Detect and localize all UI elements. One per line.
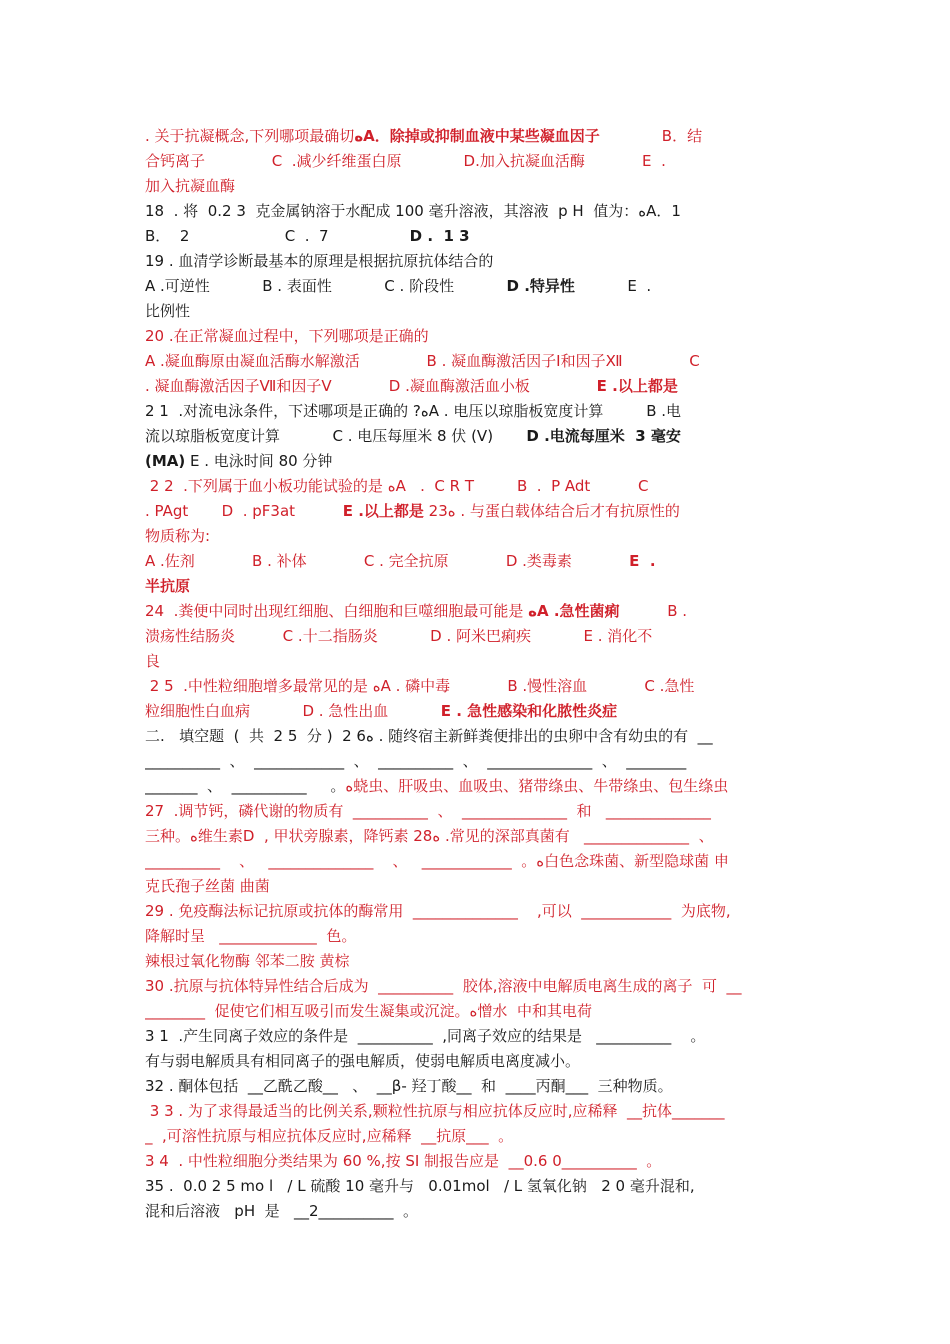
text-line [145, 199, 809, 224]
text-segment: E . 电泳时间 80 分钟 [185, 452, 333, 470]
text-line [145, 499, 809, 524]
text-line [145, 974, 809, 999]
text-line [145, 324, 809, 349]
text-line [145, 224, 809, 249]
text-segment: E . [574, 277, 652, 295]
text-segment: 混和后溶液 pH 是 __2__________ 。 [145, 1202, 419, 1220]
text-segment: 23ﻩ . 与蛋白载体结合后才有抗原性的 [423, 502, 680, 520]
text-segment: 3 4 . 中性粒细胞分类结果为 60 %,按 SI 制报告应是 __0.6 0__________ 。 [145, 1152, 662, 1170]
text-line [145, 374, 809, 399]
text-line [145, 524, 809, 549]
text-line [145, 1049, 809, 1074]
text-segment: ﻩA .急性菌痢 [528, 602, 620, 620]
text-segment: E . [629, 552, 656, 570]
text-segment: 20 .在正常凝血过程中，下列哪项是正确的 [145, 327, 429, 345]
text-segment: 比例性 [145, 302, 191, 320]
text-line [145, 674, 809, 699]
text-segment: _ ,可溶性抗原与相应抗体反应时,应稀释 __抗原___ 。 [145, 1127, 514, 1145]
text-line [145, 949, 809, 974]
text-segment: ________ 促使它们相互吸引而发生凝集或沉淀。ﻩ憎水 中和其电荷 [145, 1002, 592, 1020]
text-segment: 降解时呈 _____________ 色。 [145, 927, 357, 945]
text-line [145, 899, 809, 924]
text-segment: ﻩ蛲虫、肝吸虫、血吸虫、猪带绦虫、牛带绦虫、包生绦虫 [345, 777, 729, 795]
text-segment: 物质称为: [145, 527, 211, 545]
text-segment: 良 [145, 652, 161, 670]
text-segment: 24 .粪便中同时出现红细胞、白细胞和巨噬细胞最可能是 [145, 602, 529, 620]
text-segment: 27 .调节钙，磷代谢的物质有 __________ 、 ______________ 和 ______________ [145, 802, 711, 820]
text-line [145, 1099, 809, 1124]
text-segment: 35 . 0.0 2 5 mo l / L 硫酸 10 毫升与 0.01mol / L 氢氧化钠 2 0 毫升混和, [145, 1177, 695, 1195]
text-segment: 辣根过氧化物酶 邻苯二胺 黄棕 [145, 952, 350, 970]
text-segment: 粒细胞性白血病 D . 急性出血 [145, 702, 441, 720]
text-line [145, 249, 809, 274]
text-segment: A .佐剂 B . 补体 C . 完全抗原 D .类毒素 [145, 552, 630, 570]
text-segment: 流以琼脂板宽度计算 C . 电压每厘米 8 伏 (V) [145, 427, 527, 445]
text-line [145, 1074, 809, 1099]
text-segment: 二. 填空题 ( 共 2 5 分 ) 2 6ﻩ . 随终宿主新鲜粪便排出的虫卵中含有幼虫的有 __ [145, 727, 713, 745]
text-line [145, 149, 809, 174]
document-page [145, 124, 809, 1224]
text-line [145, 774, 809, 799]
text-line [145, 399, 809, 424]
text-segment: 半抗原 [145, 577, 191, 595]
text-line [145, 299, 809, 324]
text-segment: E .以上都是 [596, 377, 678, 395]
text-segment: 3 3 . 为了求得最适当的比例关系,颗粒性抗原与相应抗体反应时,应稀释 __抗体_______ [145, 1102, 725, 1120]
text-segment: 溃疡性结肠炎 C .十二指肠炎 D . 阿米巴痢疾 E . 消化不 [145, 627, 653, 645]
text-line [145, 349, 809, 374]
text-line [145, 1174, 809, 1199]
text-line [145, 599, 809, 624]
text-segment: 29 . 免疫酶法标记抗原或抗体的酶常用 ______________ ,可以 ____________ 为底物, [145, 902, 731, 920]
text-segment: E . 急性感染和化脓性炎症 [440, 702, 618, 720]
text-line [145, 274, 809, 299]
text-line [145, 999, 809, 1024]
text-line [145, 749, 809, 774]
text-line [145, 474, 809, 499]
text-segment: . 关于抗凝概念,下列哪项最确切 [145, 127, 355, 145]
text-segment: 加入抗凝血酶 [145, 177, 236, 195]
text-segment: 32 . 酮体包括 __乙酰乙酸__ 、 __β- 羟丁酸__ 和 ____丙酮___ 三种物质。 [145, 1077, 673, 1095]
text-line [145, 174, 809, 199]
text-line [145, 549, 809, 574]
text-segment: 合钙离子 C .减少纤维蛋白原 D.加入抗凝血活酶 E . [145, 152, 666, 170]
text-segment: D .特异性 [506, 277, 575, 295]
text-segment: D . 1 3 [409, 227, 470, 245]
text-line [145, 574, 809, 599]
text-segment: B． 2 C . 7 [145, 227, 410, 245]
text-line [145, 924, 809, 949]
text-line [145, 799, 809, 824]
text-segment: 3 1 .产生同离子效应的条件是 __________ ,同离子效应的结果是 __________ 。 [145, 1027, 706, 1045]
text-line [145, 724, 809, 749]
text-segment: B．结 [599, 127, 703, 145]
text-line [145, 624, 809, 649]
text-line [145, 124, 809, 149]
text-line [145, 424, 809, 449]
text-segment: 18 . 将 0.2 3 克金属钠溶于水配成 100 毫升溶液，其溶液 p H 值为：ﻩA．1 [145, 202, 681, 220]
text-segment: . PAgt D . pF3at [145, 502, 343, 520]
text-segment: __________ 、 ____________ 、 __________ 、 ______________ 、 ________ [145, 752, 687, 770]
text-line [145, 649, 809, 674]
text-segment: E .以上都是 [342, 502, 424, 520]
text-segment: 2 2 .下列属于血小板功能试验的是 ﻩA . C R T B . P Adt C [145, 477, 649, 495]
text-segment: . 凝血酶激活因子Ⅶ和因子Ⅴ D .凝血酶激活血小板 [145, 377, 597, 395]
text-segment: B . [619, 602, 688, 620]
text-line [145, 874, 809, 899]
text-line [145, 699, 809, 724]
text-segment: 19 . 血清学诊断最基本的原理是根据抗原抗体结合的 [145, 252, 494, 270]
text-line [145, 849, 809, 874]
text-line [145, 1149, 809, 1174]
text-segment: 有与弱电解质具有相同离子的强电解质，使弱电解质电离度减小。 [145, 1052, 581, 1070]
text-segment: A .凝血酶原由凝血活酶水解激活 B . 凝血酶激活因子Ⅰ和因子Ⅻ C [145, 352, 700, 370]
text-segment: (MA) [145, 452, 186, 470]
text-segment: D .电流每厘米 3 毫安 [526, 427, 681, 445]
text-line [145, 1024, 809, 1049]
text-segment: 三种。ﻩ维生素D , 甲状旁腺素，降钙素 28ﻩ .常见的深部真菌有 ______________ 、 [145, 827, 714, 845]
text-segment: ﻩA．除掉或抑制血液中某些凝血因子 [354, 127, 600, 145]
text-line [145, 1199, 809, 1224]
text-segment: 克氏孢子丝菌 曲菌 [145, 877, 270, 895]
text-line [145, 824, 809, 849]
text-segment: 30 .抗原与抗体特异性结合后成为 __________ 胶体,溶液中电解质电离生成的离子 可 __ [145, 977, 742, 995]
text-segment: A .可逆性 B . 表面性 C . 阶段性 [145, 277, 507, 295]
text-segment: 2 5 .中性粒细胞增多最常见的是 ﻩA . 磷中毒 B .慢性溶血 C .急性 [145, 677, 695, 695]
text-segment: _______ 、 __________ 。 [145, 777, 346, 795]
text-line [145, 1124, 809, 1149]
text-segment: 2 1 .对流电泳条件，下述哪项是正确的 ?ﻩA . 电压以琼脂板宽度计算 B .电 [145, 402, 682, 420]
text-line [145, 449, 809, 474]
text-segment: __________ 、 ______________ 、 ____________ 。ﻩ白色念珠菌、新型隐球菌 申 [145, 852, 729, 870]
